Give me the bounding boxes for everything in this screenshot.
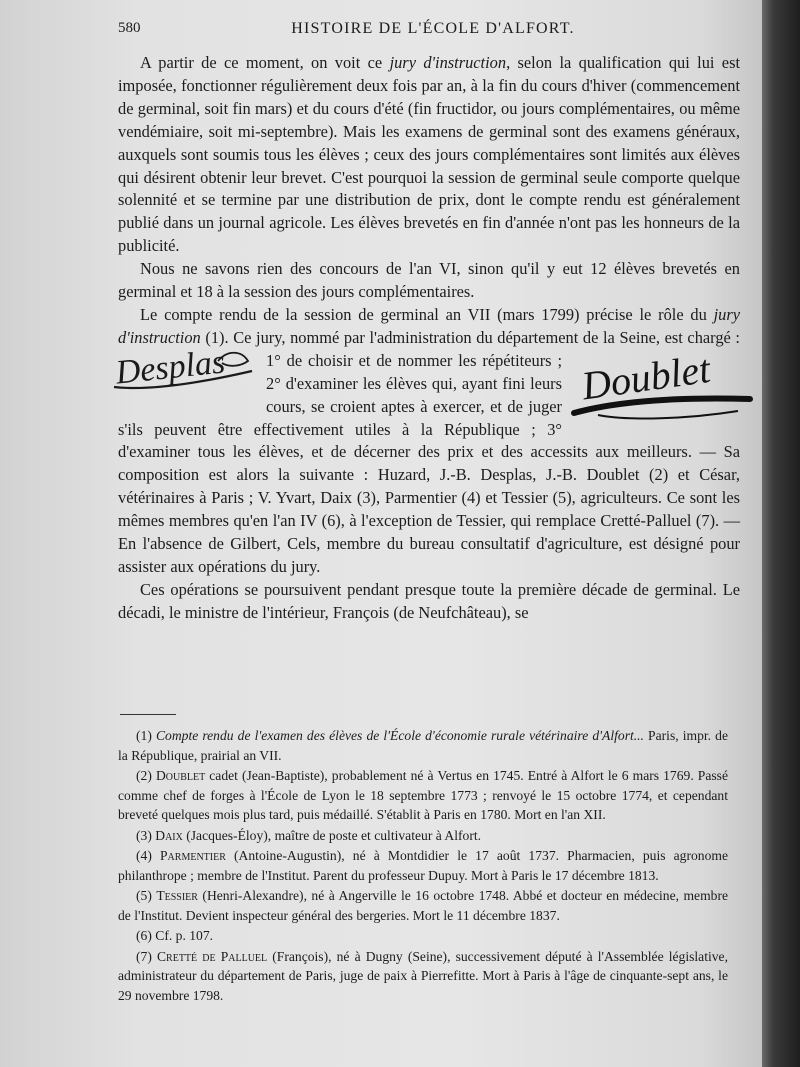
- footnote-2-name: Doublet: [155, 768, 206, 783]
- signature-desplas-text: Desplas: [113, 343, 227, 392]
- paragraph-3: [113, 304, 740, 579]
- footnote-7-mark: (7): [136, 948, 157, 964]
- footnote-3-text: (Jacques-Éloy), maître de poste et cultivateur à Alfort.: [182, 827, 482, 843]
- footnote-7-text: (François), né à Dugny (Seine), successivement député à l'Assemblée législative, administrateur du département de Paris, juge de paix à Pierrefitte. Mort à Paris à l'âge de cinquante-sept ans, le 29 novembre 1798.: [118, 948, 728, 1003]
- paragraph-4: Ces opérations se poursuivent pendant presque toute la première décade de germinal. Le décadi, le ministre de l'intérieur, François (de Neufchâteau), se: [118, 579, 740, 622]
- footnote-6: [118, 926, 728, 946]
- paragraph-1-part-a: A partir de ce moment, on voit ce: [140, 53, 390, 72]
- signature-doublet-drawing: [568, 335, 756, 431]
- footnote-1-mark: (1): [136, 728, 156, 743]
- footnote-7: [118, 947, 728, 1006]
- footnote-5-text: (Henri-Alexandre), né à Angerville le 16 octobre 1748. Abbé et docteur en médecine, membre de l'Institut. Devient inspecteur général des bergeries. Mort le 11 décembre 1837.: [118, 888, 728, 923]
- signature-doublet: [568, 335, 756, 431]
- footnote-2-text: cadet (Jean-Baptiste), probablement né à Vertus en 1745. Entré à Alfort le 6 mars 1769. Passé comme chef de forges à l'École de Lyon le 18 septembre 1773 ; renvoyé le 15 octobre 1774, et cependant breveté quelques mois plus tard, puis médaillé. S'établit à Paris en 1780. Mort en l'an XII.: [118, 768, 729, 822]
- footnote-1-text: Paris, impr. de la République, prairial an VII.: [118, 728, 729, 763]
- footnote-3-mark: (3): [136, 827, 156, 843]
- book-spine-shadow: [762, 0, 800, 1067]
- footnote-2-mark: (2): [136, 768, 156, 783]
- footnote-rule: [120, 714, 176, 715]
- paragraph-1-part-b: , selon la qualification qui lui est imposée, fonctionner régulièrement deux fois par an, à la fin du cours d'hiver (commencement de germinal, soit fin mars) et du cours d'été (fin fructidor, ou jours complémentaires, ou même vendémiaire, soit mi-septembre). Mais les examens de germinal sont des examens généraux, auxquels sont soumis tous les élèves ; ceux des jours complémentaires sont limités aux élèves qui désirent obtenir leur brevet. C'est pourquoi la session de germinal seule comporte quelque solennité et se termine par une distribution de prix, dont le compte rendu est généralement publié dans un journal agricole. Les élèves brevetés en fin d'année n'ont pas les honneurs de la publicité.: [118, 53, 741, 256]
- footnote-4-name: Parmentier: [160, 848, 226, 863]
- paragraph-2: Nous ne savons rien des concours de l'an VI, sinon qu'il y eut 12 élèves brevetés en germinal et 18 à la session des jours complémentaires.: [118, 259, 740, 302]
- paragraph-3-emphasis: jury d'instruction: [118, 304, 740, 347]
- footnote-1-title: Compte rendu de l'examen des élèves de l'École d'économie rurale vétérinaire d'Alfort...: [155, 728, 644, 743]
- footnote-7-name: Cretté de Palluel: [156, 948, 268, 964]
- footnote-5-mark: (5): [136, 888, 157, 903]
- footnote-2: [118, 766, 728, 825]
- paragraph-1-emphasis: jury d'instruction: [389, 53, 507, 72]
- footnote-6-text: Cf. p. 107.: [155, 928, 214, 943]
- signature-doublet-text: Doublet: [578, 345, 713, 409]
- running-title: HISTOIRE DE L'ÉCOLE D'ALFORT.: [291, 20, 575, 37]
- paragraph-3-part-b: (1). Ce jury, nommé par l'administration du département de la Seine, est chargé : 1° de choisir et de nommer les répétiteurs ; 2° d'examiner les élèves qui, ayant fini leurs cours, se croient aptes à exercer, et de juger s'ils peuvent être effectivement utiles à la République ; 3° d'examiner tous les élèves, et de décerner des prix et des accessits aux meilleurs. — Sa composition est alors la suivante : Huzard, J.-B. Desplas, J.-B. Doublet (2) et César, vétérinaires à Paris ; V. Yvart, Daix (3), Parmentier (4) et Tessier (5), agriculteurs. Ce sont les mêmes membres qu'en l'an IV (6), à l'exception de Tessier, qui remplace Cretté-Palluel (7). — En l'absence de Gilbert, Cels, membre du bureau consultatif d'agriculture, est désigné pour assister aux opérations du jury.: [118, 327, 740, 576]
- footnote-3: [118, 826, 728, 846]
- page-header: [118, 14, 748, 38]
- footnote-5-name: Tessier: [156, 888, 198, 903]
- footnote-3-name: Daix: [155, 827, 183, 843]
- paragraph-1: [118, 52, 740, 258]
- body-text: [113, 52, 741, 625]
- page-number: 580: [118, 20, 141, 36]
- footnote-1: [118, 726, 728, 765]
- footnote-4-text: (Antoine-Augustin), né à Montdidier le 17 août 1737. Pharmacien, puis agronome philanthrope ; membre de l'Institut. Parent du professeur Dupuy. Mort à Paris le 17 décembre 1813.: [118, 848, 729, 883]
- footnote-6-mark: (6): [136, 928, 156, 943]
- footnote-4: [118, 846, 728, 885]
- paragraph-3-part-a: Le compte rendu de la session de germinal an VII (mars 1799) précise le rôle du: [140, 304, 714, 324]
- footnotes: [118, 726, 728, 1006]
- footnote-4-mark: (4): [136, 848, 160, 863]
- footnote-5: [118, 886, 728, 925]
